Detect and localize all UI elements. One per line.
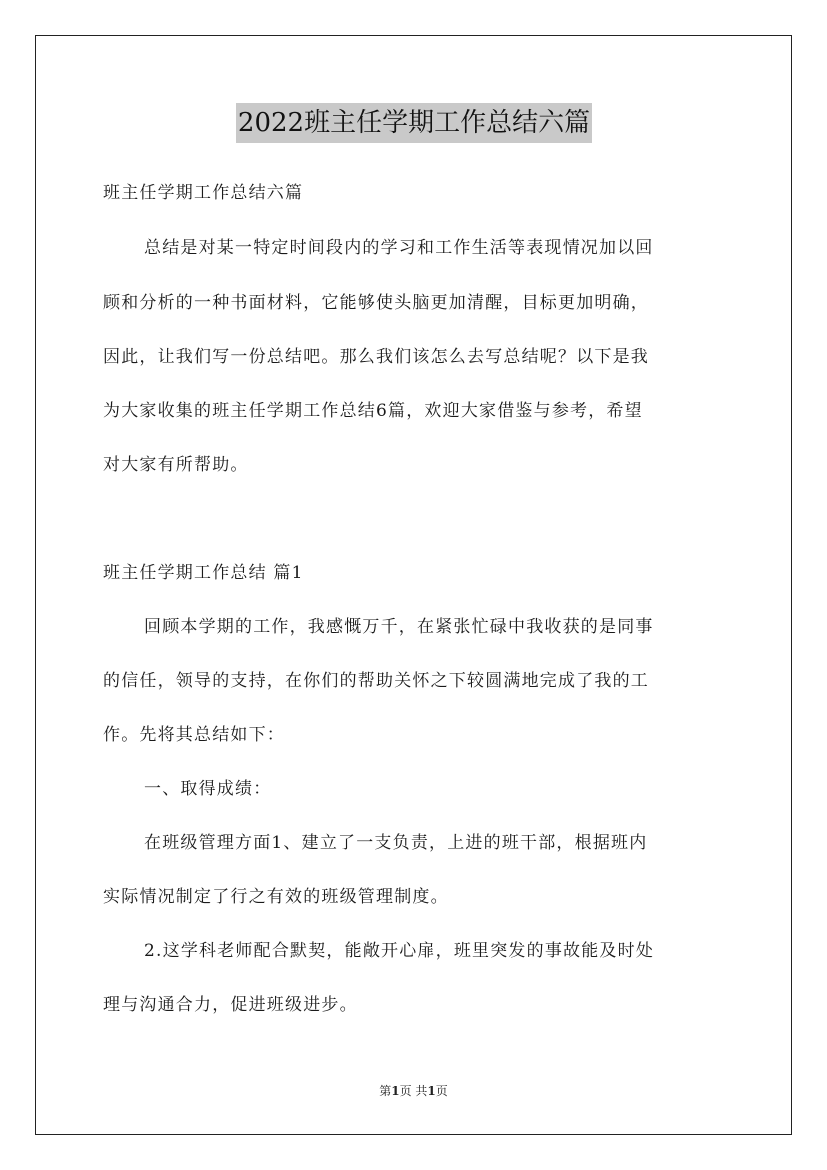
intro-line-5: 对大家有所帮助。 xyxy=(103,455,249,475)
intro-line-2: 顾和分析的一种书面材料，它能够使头脑更加清醒，目标更加明确， xyxy=(103,293,649,313)
footer-mid: 页 共 xyxy=(399,1084,428,1098)
intro-line-1: 总结是对某一特定时间段内的学习和工作生活等表现情况加以回 xyxy=(144,238,654,258)
section1-line-1: 回顾本学期的工作，我感慨万千，在紧张忙碌中我收获的是同事 xyxy=(144,617,654,637)
section1-line-8: 理与沟通合力，促进班级进步。 xyxy=(103,995,358,1015)
footer-suffix: 页 xyxy=(435,1084,448,1098)
footer-prefix: 第 xyxy=(379,1084,392,1098)
section-heading-1: 班主任学期工作总结 篇1 xyxy=(103,563,304,583)
title-block xyxy=(103,103,725,143)
page-footer xyxy=(0,1083,827,1099)
footer-total-pages: 1 xyxy=(427,1084,436,1098)
document-title: 2022班主任学期工作总结六篇 xyxy=(236,103,592,143)
section1-line-2: 的信任，领导的支持，在你们的帮助关怀之下较圆满地完成了我的工 xyxy=(103,671,649,691)
section1-line-3: 作。先将其总结如下： xyxy=(103,725,285,745)
section1-line-6: 实际情况制定了行之有效的班级管理制度。 xyxy=(103,887,449,907)
intro-line-3: 因此，让我们写一份总结吧。那么我们该怎么去写总结呢？以下是我 xyxy=(103,347,649,367)
section1-line-7: 2.这学科老师配合默契，能敞开心扉，班里突发的事故能及时处 xyxy=(144,941,655,961)
intro-line-4: 为大家收集的班主任学期工作总结6篇，欢迎大家借鉴与参考，希望 xyxy=(103,401,643,421)
subtitle: 班主任学期工作总结六篇 xyxy=(103,183,304,203)
section1-line-4: 一、取得成绩： xyxy=(144,779,272,799)
footer-page-number: 1 xyxy=(391,1084,400,1098)
section1-line-5: 在班级管理方面1、建立了一支负责，上进的班干部，根据班内 xyxy=(144,833,648,853)
